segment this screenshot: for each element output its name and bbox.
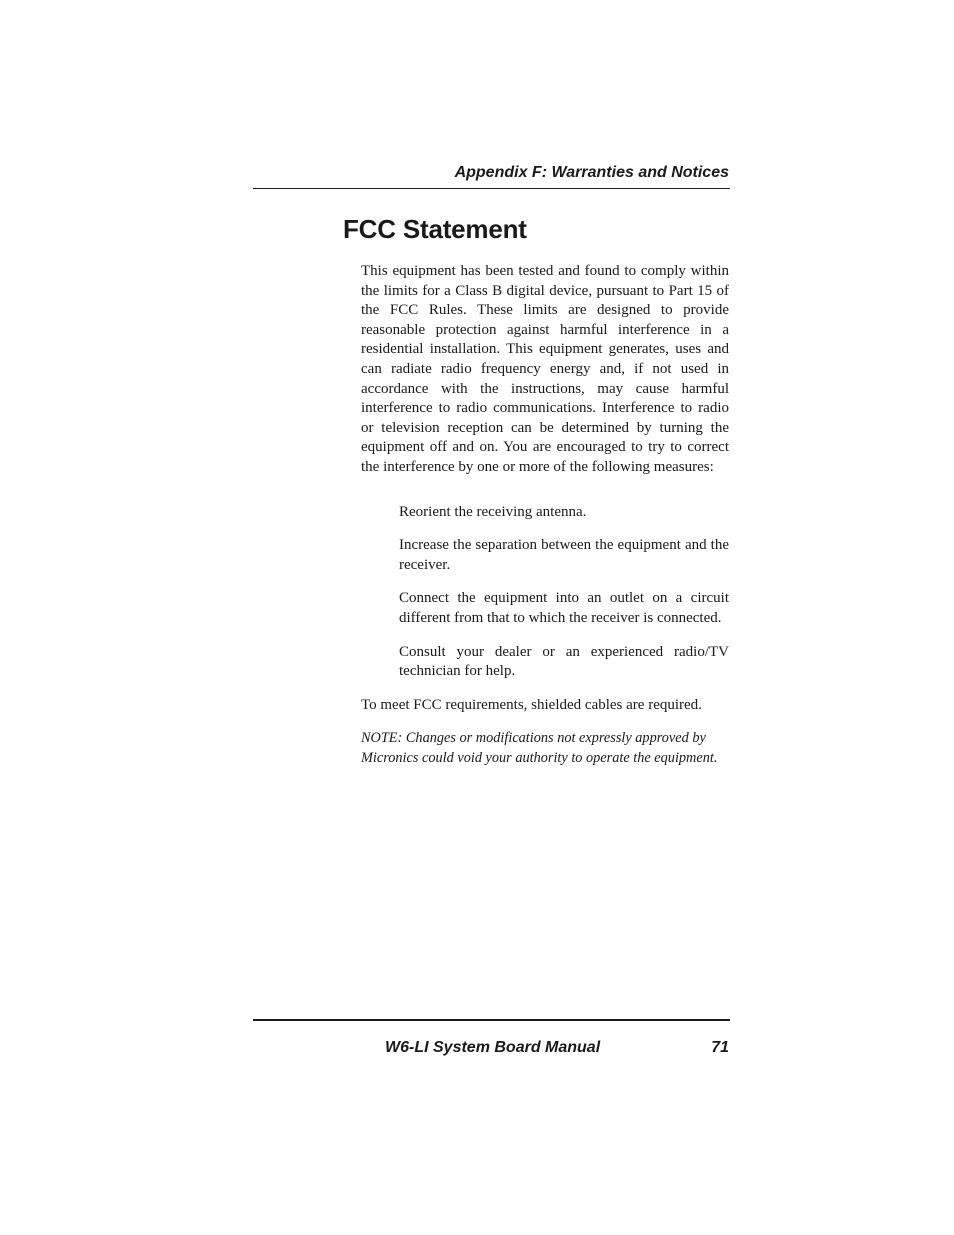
header-rule bbox=[253, 188, 730, 189]
page-title: FCC Statement bbox=[343, 214, 527, 244]
measure-item: Consult your dealer or an experienced radio/TV technician for help. bbox=[399, 643, 729, 680]
footer-rule bbox=[253, 1019, 730, 1021]
intro-paragraph: This equipment has been tested and found to comply within the limits for a Class B digital device, pursuant to Part 15 of the FCC Rules. These limits are designed to provide reasonable protection against harmful interference in a residential installation. This equipment generates, uses and can radiate radio frequency energy and, if not used in accordance with the instructions, may cause harmful interference to radio communications. Interference to radio or television reception can be determined by turning the equipment off and on. You are encouraged to try to correct the interference by one or more of the following measures: bbox=[361, 263, 729, 475]
note-paragraph: NOTE: Changes or modifications not expressly approved by Micronics could void your authority to operate the equipment. bbox=[361, 730, 718, 766]
running-header: Appendix F: Warranties and Notices bbox=[454, 164, 729, 181]
page-number: 71 bbox=[711, 1039, 729, 1056]
requirement-paragraph: To meet FCC requirements, shielded cables are required. bbox=[361, 696, 702, 713]
measure-item: Increase the separation between the equipment and the receiver. bbox=[399, 537, 729, 573]
measure-item: Connect the equipment into an outlet on a circuit different from that to which the receiver is connected. bbox=[399, 590, 729, 626]
manual-title: W6-LI System Board Manual bbox=[385, 1039, 601, 1056]
fcc-statement-body bbox=[361, 262, 729, 768]
running-footer bbox=[253, 1038, 729, 1058]
measures-list bbox=[361, 503, 729, 682]
measure-item: Reorient the receiving antenna. bbox=[399, 503, 587, 520]
